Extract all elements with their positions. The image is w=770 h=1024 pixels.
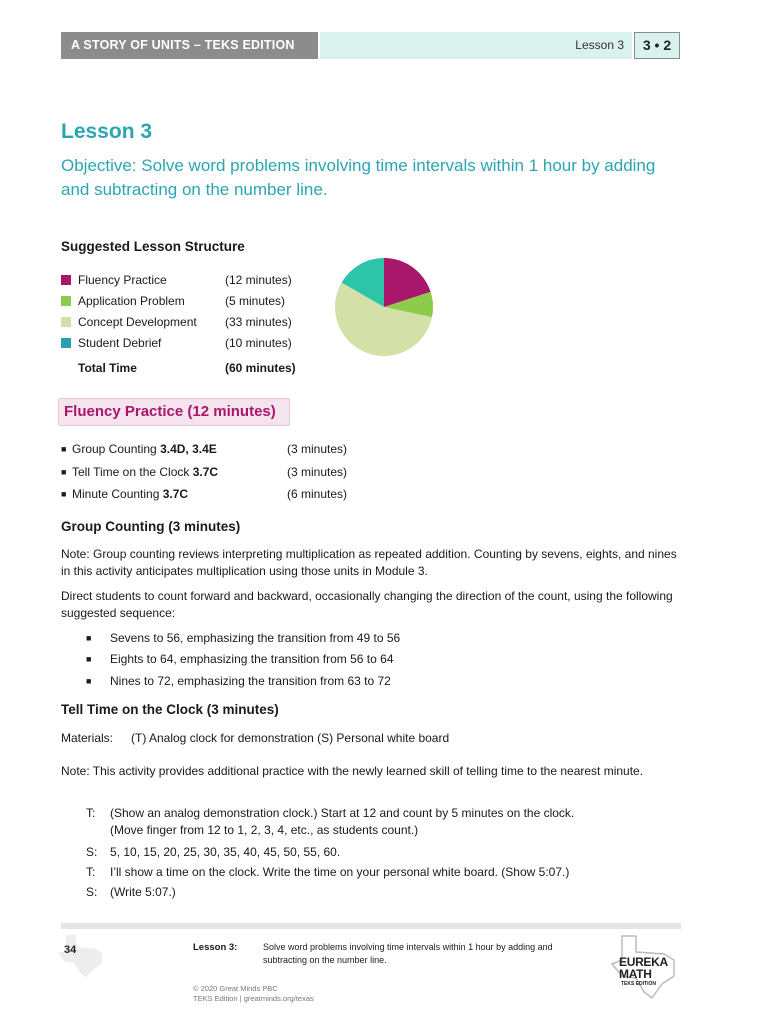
footer-description: Solve word problems involving time intervals within 1 hour by adding and subtracting on the number line. [263, 942, 553, 965]
module-badge: 3 • 2 [634, 32, 680, 59]
legend-swatch [61, 317, 71, 327]
structure-item-minutes: (5 minutes) [225, 294, 286, 308]
dialogue-line: (Move finger from 12 to 1, 2, 3, 4, etc., as students count.) [110, 823, 419, 837]
page-number: 34 [64, 944, 77, 956]
texas-outline-icon [56, 933, 106, 979]
sequence-item-text: Nines to 72, emphasizing the transition from 63 to 72 [110, 674, 391, 688]
structure-item [61, 334, 321, 352]
fluency-item-label: Minute Counting [72, 487, 163, 501]
legend-swatch [61, 296, 71, 306]
objective: Objective: Solve word problems involving time intervals within 1 hour by adding and subtracting on the number line. [61, 156, 656, 199]
fluency-item-label: Tell Time on the Clock [72, 465, 193, 479]
fluency-item-standard: 3.7C [162, 487, 189, 501]
dialogue-speaker: T: [86, 806, 96, 820]
bullet-icon: ■ [86, 633, 92, 643]
structure-item-label: Application Problem [78, 294, 185, 308]
sequence-item-text: Sevens to 56, emphasizing the transition from 49 to 56 [110, 631, 401, 645]
structure-item [61, 313, 321, 331]
fluency-item-standard: 3.7C [192, 465, 219, 479]
structure-item [61, 271, 321, 289]
copyright-text: © 2020 Great Minds PBC [193, 984, 278, 993]
fluency-item-minutes: (6 minutes) [287, 487, 348, 501]
fluency-item-minutes: (3 minutes) [287, 442, 348, 456]
structure-item-label: Student Debrief [78, 336, 162, 350]
lesson-structure-pie-chart [334, 257, 434, 357]
structure-item-minutes: (10 minutes) [225, 336, 292, 350]
logo-line-2: MATH [619, 967, 652, 981]
legend-swatch [61, 338, 71, 348]
fluency-item-standard: 3.4D, 3.4E [160, 442, 217, 456]
footer-lesson-label: Lesson 3: [193, 942, 238, 953]
bullet-icon: ■ [86, 654, 92, 664]
group-counting-heading: Group Counting (3 minutes) [61, 519, 241, 534]
footer-rule [61, 923, 681, 929]
group-counting-note: Note: Group counting reviews interpreting multiplication as repeated addition. Counting by sevens, eights, and nines in this activity anticipates multiplication using those units in Module 3. [61, 547, 677, 578]
materials-text: (T) Analog clock for demonstration (S) Personal white board [131, 731, 450, 745]
dialogue-line: I’ll show a time on the clock. Write the time on your personal white board. (Show 5:07.) [110, 865, 570, 879]
structure-item-minutes: (33 minutes) [225, 315, 292, 329]
dialogue-line: (Write 5:07.) [110, 885, 176, 899]
total-label: Total Time [78, 361, 137, 375]
tell-time-heading: Tell Time on the Clock (3 minutes) [61, 702, 279, 717]
bullet-icon: ■ [61, 444, 67, 454]
logo-wordmark [619, 956, 668, 980]
series-banner: A STORY OF UNITS – TEKS EDITION [61, 32, 318, 59]
dialogue-speaker: T: [86, 865, 96, 879]
logo-subtitle: TEKS EDITION [621, 981, 657, 987]
dialogue-speaker: S: [86, 885, 98, 899]
structure-item-minutes: (12 minutes) [225, 273, 292, 287]
structure-total [61, 359, 321, 377]
sequence-item-text: Eights to 64, emphasizing the transition from 56 to 64 [110, 652, 394, 666]
structure-item [61, 292, 321, 310]
bullet-icon: ■ [61, 467, 67, 477]
fluency-item-label: Group Counting [72, 442, 161, 456]
bullet-icon: ■ [86, 676, 92, 686]
lesson-banner: Lesson 3 [320, 32, 632, 59]
tell-time-note: Note: This activity provides additional practice with the newly learned skill of telling time to the nearest minute. [61, 764, 644, 778]
fluency-practice-heading: Fluency Practice (12 minutes) [58, 398, 290, 426]
materials-label: Materials: [61, 731, 114, 745]
total-minutes: (60 minutes) [225, 361, 296, 375]
bullet-icon: ■ [61, 489, 67, 499]
edition-text: TEKS Edition | greatminds.org/texas [193, 994, 314, 1003]
fluency-item-minutes: (3 minutes) [287, 465, 348, 479]
dialogue-line: (Show an analog demonstration clock.) Start at 12 and count by 5 minutes on the clock. [110, 806, 575, 820]
dialogue-speaker: S: [86, 845, 98, 859]
structure-title: Suggested Lesson Structure [61, 239, 245, 254]
structure-item-label: Fluency Practice [78, 273, 167, 287]
structure-item-label: Concept Development [78, 315, 197, 329]
logo-line-1: EUREKA [619, 955, 668, 969]
legend-swatch [61, 275, 71, 285]
group-counting-direction: Direct students to count forward and backward, occasionally changing the direction of the count, using the following suggested sequence: [61, 589, 673, 620]
dialogue-line: 5, 10, 15, 20, 25, 30, 35, 40, 45, 50, 55, 60. [110, 845, 341, 859]
lesson-title: Lesson 3 [61, 120, 153, 143]
footer-copyright [193, 984, 314, 1004]
